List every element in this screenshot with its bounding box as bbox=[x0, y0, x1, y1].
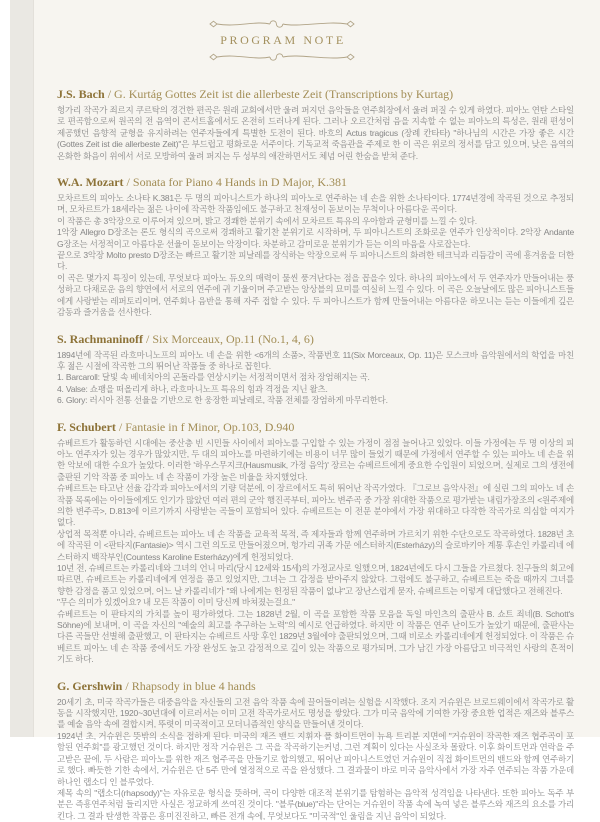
note-paragraph: 1악장 Allegro D장조는 론도 형식의 곡으로써 경쾌하고 활기찬 분위기로 시작하며, 두 피아니스트의 조화로운 연주가 인상적이다. 2악장 Andante G장조는 서정적이고 아름다운 선율이 돋보이는 악장이다. 차분하고 감미로운 분위기가 듣는 이의 마음을 사로잡는다. bbox=[57, 227, 574, 249]
section-heading bbox=[57, 175, 574, 189]
section-body bbox=[57, 697, 574, 822]
note-paragraph: 제목 속의 "랩소디(rhapsody)"는 자유로운 형식을 뜻하며, 곡이 다양한 대조적 분위기를 탐험하는 음악적 성격임을 나타낸다. 또한 피아노 독주 부분은 즉흥연주처럼 들리지만 사실은 정교하게 쓰여진 것이다. "블루(blue)"라는 단어는 거슈윈이 작품 속에 녹여 넣은 블루스와 재즈의 요소를 가리킨다. 그 결과 탄생한 작품은 흥미진진하고, 빠른 전개 속에, 무엇보다도 "미국적"인 울림을 지닌 음악이 되었다. bbox=[57, 787, 574, 821]
flourish-ornament-bottom-icon bbox=[207, 51, 357, 63]
heading-separator: / bbox=[122, 678, 132, 693]
heading-separator: / bbox=[104, 87, 115, 101]
note-paragraph: 헝가리 작곡가 죄르지 쿠르탁의 경건한 편곡은 원래 교회에서만 울려 퍼지던 음악들을 연주회장에서 울려 퍼질 수 있게 하였다. 피아노 연탄 스타일로 편곡함으로써 원곡의 전 음역이 콘서트홀에서도 온전히 드러나게 된다. 그러나 오르간처럼 음을 지속할 수 없는 피아노의 특성은, 원래 편성이 제공했던 음향적 균형을 유지하려는 연주자들에게 특별한 도전이 된다. 바흐의 Actus tragicus (장례 칸타타) "하나님의 시간은 가장 좋은 시간(Gottes Zeit ist die allerbeste Zeit)"은 부드럽고 평화로운 서주이다. 기독교적 죽음관을 주제로 한 이 곡은 위로의 정서를 담고 있으며, 낮은 음역의 온화한 화음이 위에서 서로 모방하여 울려 퍼지는 두 성부의 애잔하면서도 체념 어린 한숨을 받쳐 준다. bbox=[57, 105, 574, 161]
heading-separator: / bbox=[123, 175, 133, 190]
note-paragraph: 모차르트의 피아노 소나타 K.381은 두 명의 피아니스트가 하나의 피아노로 연주하는 네 손을 위한 소나타이다. 1774년경에 작곡된 것으로 추정되며, 모차르트가 18세라는 젊은 나이에 작곡한 작품임에도 불구하고 천재성이 돋보이는 무척이나 아름다운 곡이다. bbox=[57, 193, 574, 215]
flourish-ornament-top-icon bbox=[207, 18, 357, 30]
page-gutter-band bbox=[10, 0, 34, 737]
work-title: G. Kurtág Gottes Zeit ist die allerbeste Zeit (Transcriptions by Kurtag) bbox=[114, 87, 454, 101]
composer-name: F. Schubert bbox=[57, 419, 116, 434]
note-paragraph: 20세기 초, 미국 작곡가들은 대중음악을 자신들의 고전 음악 작품 속에 끌어들이려는 실험을 시작했다. 조지 거슈윈은 브로드웨이에서 작곡가로 활동을 시작했지만, 1920~30년대에 이르러서는 이미 고전 작곡가로서도 명성을 쌓았다. 그가 미국 음악에 기여한 가장 중요한 업적은 재즈와 블루스를 예술 음악 속에 결합시켜, 뚜렷이 미국적이고 모더니즘적인 양식을 만들어낸 것이다. bbox=[57, 696, 574, 730]
work-title: Six Morceaux, Op.11 (No.1, 4, 6) bbox=[152, 331, 314, 346]
sections-container bbox=[57, 87, 574, 822]
page-content bbox=[57, 0, 574, 822]
work-title: Sonata for Piano 4 Hands in D Major, K.381 bbox=[132, 175, 348, 190]
note-paragraph: 슈베르트가 활동하던 시대에는 중산층 빈 시민들 사이에서 피아노를 구입할 수 있는 가정이 점점 늘어나고 있었다. 이들 가정에는 두 명 이상의 피아노 연주자가 있는 경우가 많았지만, 두 대의 피아노를 마련하기에는 비용이 너무 많이 들었기 때문에 가정에서 연주할 수 있는 피아노 네 손을 위한 악보에 대한 수요가 높았다. 이러한 '하우스무지크(Hausmusik, 가정 음악)' 장르는 슈베르트에게 중요한 수입원이 되었으며, 실제로 그의 생전에 출판된 기악 작품 중 피아노 네 손 작품이 가장 높은 비율을 차지했었다. bbox=[57, 437, 574, 482]
note-paragraph: 상업적 목적뿐 아니라, 슈베르트는 피아노 네 손 작품을 교육적 목적, 즉 제자들과 함께 연주하며 가르치기 위한 수단으로도 작곡하였다. 1828년 초에 작곡된 이 <판타지(Fantasie)> 역시 그런 의도로 만들어졌으며, 헝가리 귀족 가문 에스터하지(Esterházy)의 슬로바키아 계통 후손인 카롤리네 에스터하지 백작부인(Countess Karoline Esterházy)에게 헌정되었다. bbox=[57, 528, 574, 562]
note-paragraph: 4. Valse: 쇼팽을 떠올리게 하나, 라흐마니노프 특유의 힘과 격정을 지닌 왈츠. bbox=[57, 383, 328, 394]
section-body bbox=[57, 438, 574, 666]
program-note-emblem bbox=[197, 18, 367, 63]
work-title: Rhapsody in blue 4 hands bbox=[131, 678, 256, 693]
composer-name: G. Gershwin bbox=[57, 678, 123, 693]
program-note-section bbox=[57, 420, 574, 666]
page-title: PROGRAM NOTE bbox=[220, 33, 346, 47]
section-heading bbox=[57, 87, 574, 101]
note-paragraph: 10년 전, 슈베르트는 카롤리네와 그녀의 언니 마리(당시 12세와 15세)의 가정교사로 일했으며, 1824년에도 다시 그들을 가르쳤다. 친구들의 회고에 따르면, 슈베르트는 카롤리네에게 연정을 품고 있었지만, 그녀는 그 감정을 받아주지 않았다. 그럼에도 불구하고, 슈베르트는 죽을 때까지 그녀를 향한 감정을 품고 있었으며, 어느 날 카롤리네가 "왜 나에게는 헌정된 작품이 없냐"고 장난스럽게 묻자, 슈베르트는 이렇게 대답했다고 전해진다. bbox=[57, 563, 574, 596]
note-paragraph: 슈베르트는 이 판타지의 가치를 높이 평가하였다. 그는 1828년 2월, 이 곡을 포함한 작품 모음을 독일 마인츠의 출판사 B. 쇼트 죄네(B. Schott's Söhne)에 보내며, 이 곡을 자신의 "예술의 최고를 추구하는 노력"의 예시로 언급하였다. 하지만 이 작품은 연주 난이도가 높았기 때문에, 출판사는 다른 곡들만 선별해 출판했고, 이 판타지는 슈베르트 사망 후인 1829년 3월에야 출판되었으며, 그때 비로소 카롤리네에게 헌정되었다. 이 작품은 슈베르트 피아노 네 손 작품 중에서도 가장 완성도 높고 감정적으로 깊이 있는 작품으로 평가되며, 그가 남긴 가장 아름답고 비극적인 사랑의 흔적이기도 하다. bbox=[57, 608, 574, 665]
composer-name: W.A. Mozart bbox=[57, 175, 124, 190]
composer-name: J.S. Bach bbox=[57, 87, 105, 101]
note-paragraph: 1894년에 작곡된 라흐마니노프의 피아노 네 손을 위한 <6개의 소품>, 작품번호 11(Six Morceaux, Op. 11)은 모스크바 음악원에서의 학업을 마친 후 젊은 시절에 작곡한 그의 뛰어난 작품들 중 하나로 꼽힌다. bbox=[57, 349, 574, 371]
section-body bbox=[57, 350, 574, 407]
program-note-section bbox=[57, 332, 574, 407]
section-body bbox=[57, 193, 574, 318]
note-paragraph: 슈베르트는 타고난 선율 감각과 피아노에서의 기량 덕분에, 이 장르에서도 특히 뛰어난 작곡가였다. 『그로브 음악사전』에 실린 그의 피아노 네 손 작품 목록에는 아이들에게도 인기가 많았던 여러 편의 군악 행진곡부터, 피아노 변주곡 중 가장 위대한 작품으로 평가받는 내림가장조의 <원주제에 의한 변주곡>, D.813에 이르기까지 사랑받는 곡들이 포함되어 있다. 슈베르트는 이 전문 분야에서 가장 위대하고 다작한 작곡가로 의심할 여지가 없다. bbox=[57, 483, 574, 528]
section-heading bbox=[57, 420, 574, 434]
work-title: Fantasie in f Minor, Op.103, D.940 bbox=[125, 419, 295, 434]
program-note-section bbox=[57, 679, 574, 822]
section-heading bbox=[57, 332, 574, 346]
note-paragraph: 끝으로 3악장 Molto presto D장조는 빠르고 활기찬 피날레를 장식하는 악장으로써 두 피아니스트의 화려한 테크닉과 리듬감이 곡에 흥겨움을 더한다. bbox=[57, 250, 574, 272]
heading-separator: / bbox=[115, 419, 126, 434]
note-paragraph: 1. Barcaroll: 달빛 속 베네치아의 곤돌라를 연상시키는 서정적이면서 점차 장엄해지는 곡. bbox=[57, 372, 370, 383]
note-paragraph: 이 작품은 총 3악장으로 이루어져 있으며, 밝고 경쾌한 분위기 속에서 모차르트 특유의 우아함과 균형미를 느낄 수 있다. bbox=[57, 215, 477, 226]
program-note-section bbox=[57, 175, 574, 318]
page-left-edge bbox=[0, 0, 10, 737]
section-heading bbox=[57, 679, 574, 693]
section-body bbox=[57, 105, 574, 162]
composer-name: S. Rachmaninoff bbox=[57, 331, 144, 346]
note-paragraph: "무슨 의미가 있겠어요? 내 모든 작품이 이미 당신께 바쳐졌는걸요." bbox=[57, 597, 295, 608]
note-paragraph: 6. Glory: 러시아 전통 선율을 기반으로 한 웅장한 피날레로, 작품 전체를 장엄하게 마무리한다. bbox=[57, 395, 388, 406]
note-paragraph: 이 곡은 몇가지 특징이 있는데, 무엇보다 피아노 듀오의 매력이 물씬 풍겨난다는 점을 꼽을수 있다. 하나의 피아노에서 두 연주자가 만들어내는 풍성하고 다채로운 음의 향연에서 서로의 연주에 귀 기울이며 주고받는 앙상블의 묘미를 여실히 느낄 수 있다. 이 곡은 오늘날에도 많은 피아니스트들에게 사랑받는 레퍼토리이며, 연주회나 음반을 통해 자주 접할 수 있다. 두 피아니스트가 함께 만들어내는 아름다운 하모니는 듣는 이들에게 깊은 감동과 즐거움을 선사한다. bbox=[57, 272, 574, 318]
program-note-section bbox=[57, 87, 574, 162]
heading-separator: / bbox=[143, 331, 153, 346]
note-paragraph: 1924년 초, 거슈윈은 뜻밖의 소식을 접하게 된다. 미국의 재즈 밴드 지휘자 폴 화이트먼이 뉴욕 트리뷴 지면에 "거슈윈이 작곡한 재즈 협주곡이 포함된 연주회"를 광고했던 것이다. 하지만 정작 거슈윈은 그 곡을 작곡하기는커녕, 그런 계획이 있다는 사실조차 몰랐다. 이후 화이트먼과 연락을 주고받은 끝에, 두 사람은 피아노를 위한 재즈 협주곡을 만들기로 합의했고, 뛰어난 피아니스트였던 거슈윈이 직접 화이트먼의 밴드와 함께 연주하기로 했다. 빠듯한 기한 속에서, 거슈윈은 단 5주 만에 열정적으로 곡을 완성했다. 그 결과물이 바로 미국 음악사에서 가장 자주 연주되는 작품 가운데 하나인 랩소디 인 블루였다. bbox=[57, 730, 574, 787]
